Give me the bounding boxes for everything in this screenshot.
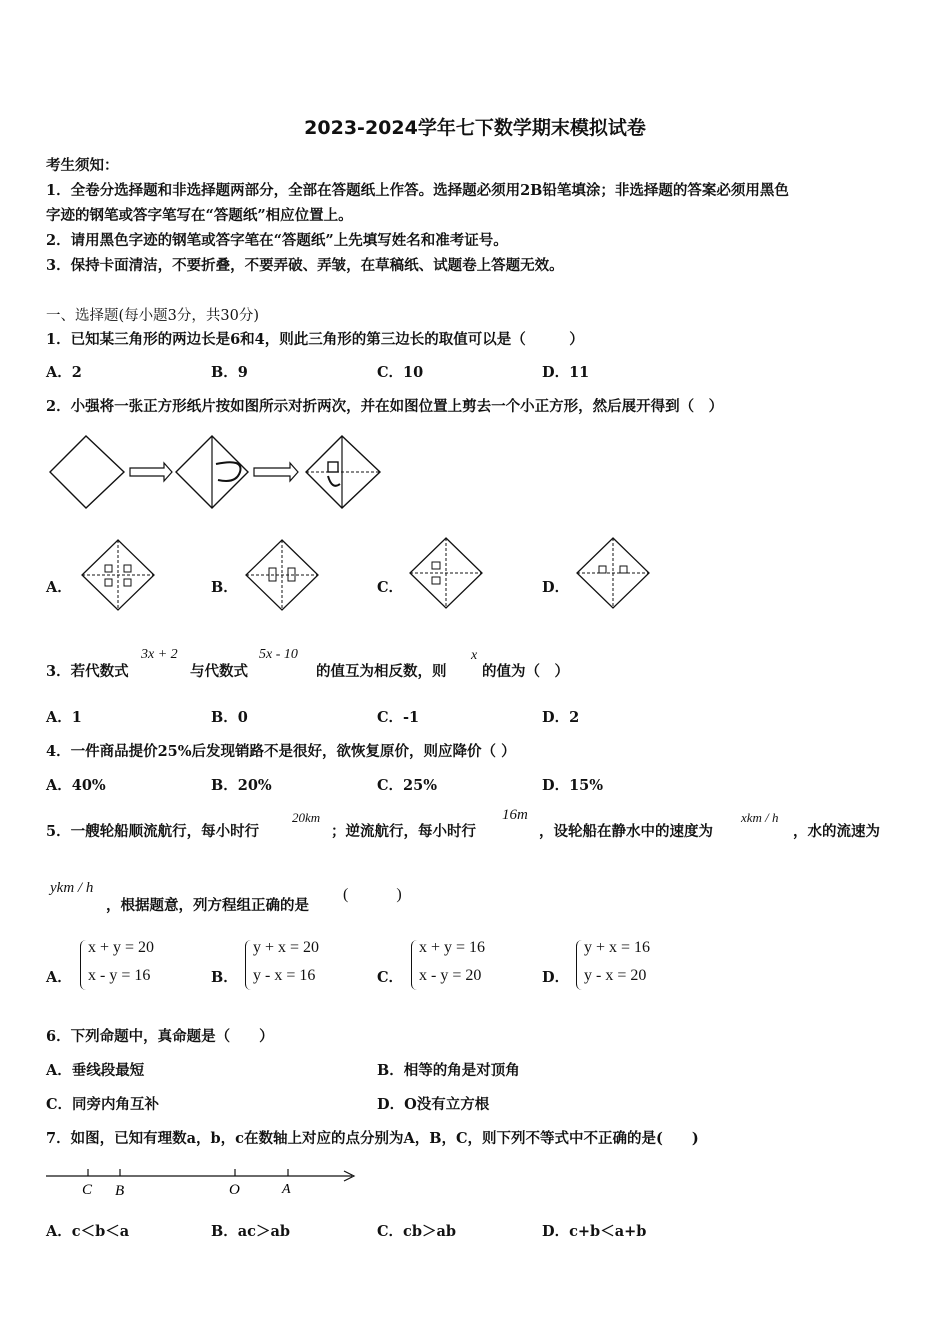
notice-line: 1．全卷分选择题和非选择题两部分，全部在答题纸上作答。选择题必须用2B铅笔填涂；非选择题的答案必须用黑色 (46, 182, 789, 199)
question-7-stem: 7．如图，已知有理数a，b，c在数轴上对应的点分别为A，B，C，则下列不等式中不正确的是( ) (46, 1130, 699, 1147)
q5-option-b-label[interactable]: B． (211, 969, 238, 986)
question-5-part4: ，水的流速为 (793, 823, 880, 840)
question-4-stem: 4．一件商品提价25%后发现销路不是很好，欲恢复原价，则应降价（ ） (46, 743, 516, 760)
q1-option-a[interactable]: A．2 (46, 364, 82, 381)
question-5-part1: 5．一艘轮船顺流航行，每小时行 (46, 823, 260, 840)
number-line (44, 1162, 364, 1202)
question-6-stem: 6．下列命题中，真命题是（ ） (46, 1028, 274, 1045)
notice-line: 字迹的钢笔或答字笔写在“答题纸”相应位置上。 (46, 207, 353, 224)
equation: x + y = 20 (88, 939, 155, 956)
q5-option-b-system (245, 938, 345, 994)
q7-option-b[interactable]: B．ac＞ab (211, 1223, 291, 1240)
q2-option-a-figure (80, 538, 156, 612)
q4-option-b[interactable]: B．20% (211, 777, 272, 794)
q5-boat-speed: xkm / h (741, 810, 779, 825)
brace (576, 940, 583, 990)
axis-label-c: C (82, 1182, 93, 1198)
q2-option-d-label[interactable]: D． (542, 579, 570, 596)
q3-expression-1: 3x + 2 (141, 647, 178, 662)
q3-option-b[interactable]: B．0 (211, 709, 248, 726)
axis-label-b: B (115, 1183, 125, 1199)
question-1-stem: 1．已知某三角形的两边长是6和4，则此三角形的第三边长的取值可以是（ ） (46, 331, 584, 348)
q5-option-c-system (411, 938, 511, 994)
q4-option-d[interactable]: D．15% (542, 777, 604, 794)
question-5-part3: ，设轮船在静水中的速度为 (539, 823, 713, 840)
equation: y - x = 16 (253, 967, 316, 984)
q1-option-b[interactable]: B．9 (211, 364, 248, 381)
notice-line: 2．请用黑色字迹的钢笔或答字笔在“答题纸”上先填写姓名和准考证号。 (46, 232, 508, 249)
q6-option-c[interactable]: C．同旁内角互补 (46, 1096, 160, 1113)
axis-label-a: A (282, 1182, 291, 1197)
brace (411, 940, 418, 990)
section-heading: 一、选择题(每小题3分，共30分) (46, 308, 259, 324)
q5-downstream-speed: 20km (292, 810, 321, 825)
q2-option-a-label[interactable]: A． (46, 579, 72, 596)
folding-diagram (46, 432, 386, 516)
brace (245, 940, 252, 990)
q6-option-b[interactable]: B．相等的角是对顶角 (377, 1062, 520, 1079)
question-3-part4: 的值为（ ） (482, 663, 569, 680)
q2-option-b-figure (244, 538, 320, 612)
q5-current-speed: ykm / h (50, 880, 94, 896)
q7-option-d[interactable]: D．c+b＜a+b (542, 1223, 647, 1240)
q7-option-a[interactable]: A．c＜b＜a (46, 1223, 130, 1240)
q7-option-c[interactable]: C．cb＞ab (377, 1223, 457, 1240)
equation: x + y = 16 (419, 939, 486, 956)
q4-option-c[interactable]: C．25% (377, 777, 437, 794)
q6-option-a[interactable]: A．垂线段最短 (46, 1062, 145, 1079)
axis-label-o: O (229, 1182, 240, 1198)
equation: x - y = 16 (88, 967, 151, 984)
question-3-part1: 3．若代数式 (46, 663, 129, 680)
notice-line: 3．保持卡面清洁，不要折叠，不要弄破、弄皱，在草稿纸、试题卷上答题无效。 (46, 257, 564, 274)
page-title: 2023-2024学年七下数学期末模拟试卷 (304, 117, 646, 139)
equation: y - x = 20 (584, 967, 647, 984)
q4-option-a[interactable]: A．40% (46, 777, 106, 794)
question-2-stem: 2．小强将一张正方形纸片按如图所示对折两次，并在如图位置上剪去一个小正方形，然后展开得到（ ） (46, 398, 724, 415)
q5-upstream-speed: 16m (502, 807, 528, 823)
brace (80, 940, 87, 990)
q5-option-c-label[interactable]: C． (377, 969, 404, 986)
q3-expression-2: 5x - 10 (259, 647, 298, 662)
q3-option-d[interactable]: D．2 (542, 709, 580, 726)
q3-variable: x (471, 648, 478, 663)
q5-option-a-system (80, 938, 180, 994)
q1-option-c[interactable]: C．10 (377, 364, 424, 381)
q6-option-d[interactable]: D．O没有立方根 (377, 1096, 490, 1113)
q1-option-d[interactable]: D．11 (542, 364, 590, 381)
question-3-part2: 与代数式 (190, 663, 248, 680)
q5-option-d-system (576, 938, 676, 994)
q3-option-a[interactable]: A．1 (46, 709, 82, 726)
question-5-part2: ；逆流航行，每小时行 (331, 823, 476, 840)
q3-option-c[interactable]: C．-1 (377, 709, 420, 726)
q2-option-d-figure (575, 536, 651, 610)
question-5-part5: ，根据题意，列方程组正确的是 (106, 897, 309, 914)
question-3-part3: 的值互为相反数，则 (316, 663, 447, 680)
equation: y + x = 16 (584, 939, 651, 956)
q5-option-d-label[interactable]: D． (542, 969, 570, 986)
q5-option-a-label[interactable]: A． (46, 969, 72, 986)
q2-option-b-label[interactable]: B． (211, 579, 238, 596)
notice-heading: 考生须知： (46, 157, 119, 174)
equation: y + x = 20 (253, 939, 320, 956)
q2-option-c-figure (408, 536, 484, 610)
q5-answer-paren: ( ) (343, 886, 402, 903)
q2-option-c-label[interactable]: C． (377, 579, 404, 596)
equation: x - y = 20 (419, 967, 482, 984)
